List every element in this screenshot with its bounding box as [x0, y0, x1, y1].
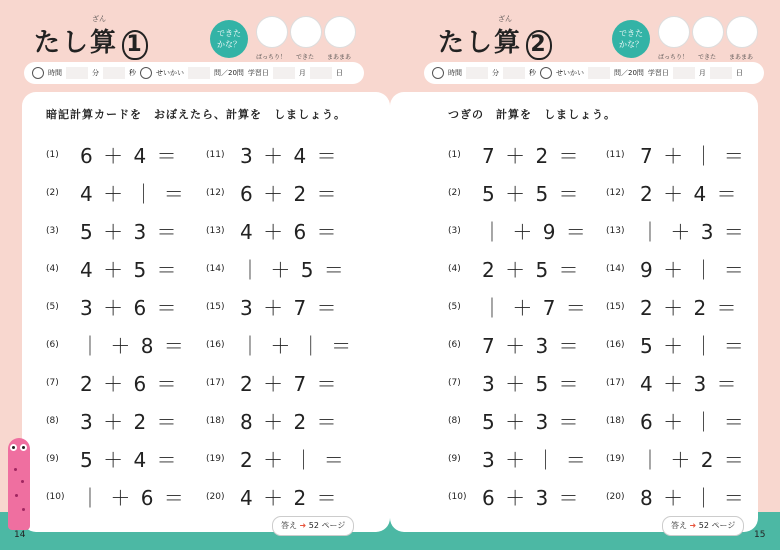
- correct-total: 問／20問: [614, 69, 644, 77]
- answer-label: 答え: [281, 521, 297, 530]
- problem-expression: ｜ ＋ 3 ＝: [640, 220, 746, 244]
- problem-expression: 3 ＋ 7 ＝: [240, 296, 339, 320]
- problem-expression: 6 ＋ 3 ＝: [482, 486, 581, 510]
- rating-ok-icon[interactable]: [324, 16, 356, 48]
- problem-index: (14): [606, 263, 625, 274]
- problem-item: [206, 330, 353, 359]
- study-date-label: 学習日: [647, 69, 669, 77]
- problem-expression: 7 ＋ 2 ＝: [482, 144, 581, 168]
- problem-expression: ｜ ＋ ｜ ＝: [240, 334, 354, 358]
- problem-item: [448, 482, 581, 511]
- correct-total: 問／20問: [214, 69, 244, 77]
- problem-index: (9): [46, 453, 59, 464]
- problem-item: [46, 216, 179, 245]
- instruction: 暗記計算カードを おぼえたら、計算を しましょう。: [46, 108, 346, 121]
- title-text: たし算: [438, 28, 523, 58]
- page-title: [34, 22, 148, 60]
- seconds-field[interactable]: [103, 67, 125, 79]
- answer-page: 52 ページ: [308, 521, 346, 530]
- spot: [14, 468, 17, 471]
- problem-index: (8): [448, 415, 461, 426]
- problem-index: (15): [206, 301, 225, 312]
- min-unit: 分: [492, 69, 499, 77]
- problem-item: [46, 330, 186, 359]
- problem-index: (18): [206, 415, 225, 426]
- problem-item: [606, 482, 746, 511]
- problem-expression: ｜ ＋ 8 ＝: [80, 334, 186, 358]
- problem-expression: 9 ＋ ｜ ＝: [640, 258, 746, 282]
- correct-label: せいかい: [556, 69, 584, 77]
- rating-excellent-icon[interactable]: [658, 16, 690, 48]
- problem-index: (5): [448, 301, 461, 312]
- target-icon: [140, 67, 152, 79]
- problem-item: [606, 216, 746, 245]
- problem-expression: 5 ＋ ｜ ＝: [640, 334, 746, 358]
- problem-item: [448, 330, 581, 359]
- problem-expression: 3 ＋ 6 ＝: [80, 296, 179, 320]
- clock-icon: [32, 67, 44, 79]
- problem-expression: 5 ＋ 3 ＝: [482, 410, 581, 434]
- problem-index: (13): [206, 225, 225, 236]
- time-label: 時間: [48, 69, 62, 77]
- page-title: [438, 22, 552, 60]
- problem-expression: 6 ＋ ｜ ＝: [640, 410, 746, 434]
- day-field[interactable]: [710, 67, 732, 79]
- problem-item: [448, 444, 588, 473]
- problem-item: [448, 216, 588, 245]
- problem-index: (6): [448, 339, 461, 350]
- problem-index: (1): [448, 149, 461, 160]
- problem-item: [448, 292, 588, 321]
- problem-expression: 3 ＋ 4 ＝: [240, 144, 339, 168]
- problem-item: [46, 368, 179, 397]
- minutes-field[interactable]: [66, 67, 88, 79]
- day-field[interactable]: [310, 67, 332, 79]
- spot: [22, 508, 25, 511]
- worm-mascot-icon: [8, 438, 30, 530]
- problem-index: (4): [448, 263, 461, 274]
- check-badge: できた かな？: [210, 20, 248, 58]
- info-bar: [24, 62, 364, 84]
- problem-expression: ｜ ＋ 5 ＝: [240, 258, 346, 282]
- problem-index: (7): [46, 377, 59, 388]
- target-icon: [540, 67, 552, 79]
- page-number: 14: [14, 530, 26, 540]
- problem-index: (5): [46, 301, 59, 312]
- problem-item: [46, 140, 179, 169]
- problem-index: (19): [206, 453, 225, 464]
- problem-index: (6): [46, 339, 59, 350]
- time-label: 時間: [448, 69, 462, 77]
- sec-unit: 秒: [529, 69, 536, 77]
- problem-expression: 4 ＋ ｜ ＝: [80, 182, 186, 206]
- problem-expression: ｜ ＋ 7 ＝: [482, 296, 588, 320]
- rating-label: まあまあ: [728, 54, 753, 61]
- problem-index: (15): [606, 301, 625, 312]
- rating-good-icon[interactable]: [290, 16, 322, 48]
- spot: [15, 494, 18, 497]
- spot: [21, 480, 24, 483]
- problem-item: [448, 406, 581, 435]
- title-ruby: ざん: [498, 15, 512, 23]
- rating-ok-icon[interactable]: [726, 16, 758, 48]
- problem-item: [206, 292, 339, 321]
- day-unit: 日: [735, 69, 743, 77]
- arrow-icon: ➜: [689, 521, 697, 530]
- problem-item: [206, 216, 339, 245]
- problem-item: [606, 406, 746, 435]
- problem-index: (2): [448, 187, 461, 198]
- month-unit: 月: [298, 69, 306, 77]
- correct-label: せいかい: [156, 69, 184, 77]
- problem-index: (11): [206, 149, 225, 160]
- problem-expression: 4 ＋ 2 ＝: [240, 486, 339, 510]
- problem-item: [448, 254, 581, 283]
- problem-expression: 2 ＋ 6 ＝: [80, 372, 179, 396]
- problem-expression: ｜ ＋ 9 ＝: [482, 220, 588, 244]
- problem-expression: 2 ＋ 7 ＝: [240, 372, 339, 396]
- problem-expression: 2 ＋ 4 ＝: [640, 182, 739, 206]
- min-unit: 分: [92, 69, 99, 77]
- problem-index: (14): [206, 263, 225, 274]
- problem-index: (3): [46, 225, 59, 236]
- problem-index: (17): [206, 377, 225, 388]
- problem-expression: 6 ＋ 2 ＝: [240, 182, 339, 206]
- problem-item: [206, 368, 339, 397]
- problem-index: (2): [46, 187, 59, 198]
- rating-label: ばっちり！: [255, 54, 286, 61]
- day-unit: 日: [335, 69, 343, 77]
- rating-label: できた: [295, 54, 314, 61]
- problem-index: (4): [46, 263, 59, 274]
- correct-field[interactable]: [188, 67, 210, 79]
- problem-index: (16): [606, 339, 625, 350]
- problem-expression: 2 ＋ 5 ＝: [482, 258, 581, 282]
- problem-expression: 7 ＋ 3 ＝: [482, 334, 581, 358]
- problem-expression: 2 ＋ 2 ＝: [640, 296, 739, 320]
- rating-label: できた: [697, 54, 716, 61]
- check-badge: できた かな？: [612, 20, 650, 58]
- minutes-field[interactable]: [466, 67, 488, 79]
- sec-unit: 秒: [129, 69, 136, 77]
- problem-item: [206, 406, 339, 435]
- problem-expression: 6 ＋ 4 ＝: [80, 144, 179, 168]
- problem-item: [206, 482, 339, 511]
- problem-item: [46, 444, 179, 473]
- problem-item: [206, 254, 346, 283]
- title-text: たし算: [34, 28, 119, 58]
- answer-label: 答え: [671, 521, 687, 530]
- problem-index: (1): [46, 149, 59, 160]
- problem-expression: 8 ＋ 2 ＝: [240, 410, 339, 434]
- problem-index: (9): [448, 453, 461, 464]
- problem-expression: ｜ ＋ 6 ＝: [80, 486, 186, 510]
- problem-item: [448, 368, 581, 397]
- eye-icon: [10, 444, 17, 451]
- problem-index: (13): [606, 225, 625, 236]
- problem-expression: 4 ＋ 3 ＝: [640, 372, 739, 396]
- problem-index: (20): [606, 491, 625, 502]
- problem-item: [606, 444, 746, 473]
- problem-item: [206, 178, 339, 207]
- seconds-field[interactable]: [503, 67, 525, 79]
- problem-item: [606, 330, 746, 359]
- problem-item: [46, 292, 179, 321]
- arrow-icon: ➜: [299, 521, 307, 530]
- problem-index: (10): [448, 491, 467, 502]
- problem-item: [206, 444, 346, 473]
- month-field[interactable]: [673, 67, 695, 79]
- rating-excellent-icon[interactable]: [256, 16, 288, 48]
- problem-item: [46, 482, 186, 511]
- problem-index: (7): [448, 377, 461, 388]
- problem-index: (16): [206, 339, 225, 350]
- problem-item: [46, 254, 179, 283]
- correct-field[interactable]: [588, 67, 610, 79]
- problem-item: [448, 178, 581, 207]
- study-date-label: 学習日: [247, 69, 269, 77]
- problem-index: (8): [46, 415, 59, 426]
- problem-expression: ｜ ＋ 2 ＝: [640, 448, 746, 472]
- problem-index: (20): [206, 491, 225, 502]
- answer-ref: [662, 516, 744, 536]
- answer-ref: [272, 516, 354, 536]
- clock-icon: [432, 67, 444, 79]
- answer-page: 52 ページ: [698, 521, 736, 530]
- rating-label: まあまあ: [326, 54, 351, 61]
- problem-index: (19): [606, 453, 625, 464]
- rating-label: ばっちり！: [657, 54, 688, 61]
- title-number: 2: [526, 30, 552, 60]
- problem-item: [46, 178, 186, 207]
- problem-index: (11): [606, 149, 625, 160]
- problem-item: [46, 406, 179, 435]
- title-ruby: ざん: [92, 15, 106, 23]
- problem-index: (18): [606, 415, 625, 426]
- eye-icon: [20, 444, 27, 451]
- problem-index: (12): [606, 187, 625, 198]
- instruction: つぎの 計算を しましょう。: [448, 108, 616, 121]
- problem-item: [606, 178, 739, 207]
- problem-item: [206, 140, 339, 169]
- problem-item: [606, 368, 739, 397]
- problem-expression: 5 ＋ 4 ＝: [80, 448, 179, 472]
- problem-expression: 2 ＋ ｜ ＝: [240, 448, 346, 472]
- problem-expression: 4 ＋ 5 ＝: [80, 258, 179, 282]
- info-bar: [424, 62, 764, 84]
- problem-expression: 5 ＋ 3 ＝: [80, 220, 179, 244]
- problem-index: (17): [606, 377, 625, 388]
- problem-expression: 8 ＋ ｜ ＝: [640, 486, 746, 510]
- problem-expression: 7 ＋ ｜ ＝: [640, 144, 746, 168]
- rating-good-icon[interactable]: [692, 16, 724, 48]
- page-number: 15: [754, 530, 766, 540]
- problem-item: [606, 292, 739, 321]
- right-page: [390, 0, 780, 550]
- problem-index: (12): [206, 187, 225, 198]
- problem-expression: 5 ＋ 5 ＝: [482, 182, 581, 206]
- problem-index: (10): [46, 491, 65, 502]
- problem-item: [606, 140, 746, 169]
- month-field[interactable]: [273, 67, 295, 79]
- problem-expression: 4 ＋ 6 ＝: [240, 220, 339, 244]
- problem-expression: 3 ＋ 2 ＝: [80, 410, 179, 434]
- problem-item: [448, 140, 581, 169]
- problem-item: [606, 254, 746, 283]
- problem-expression: 3 ＋ 5 ＝: [482, 372, 581, 396]
- title-number: 1: [122, 30, 148, 60]
- problem-expression: 3 ＋ ｜ ＝: [482, 448, 588, 472]
- month-unit: 月: [698, 69, 706, 77]
- problem-index: (3): [448, 225, 461, 236]
